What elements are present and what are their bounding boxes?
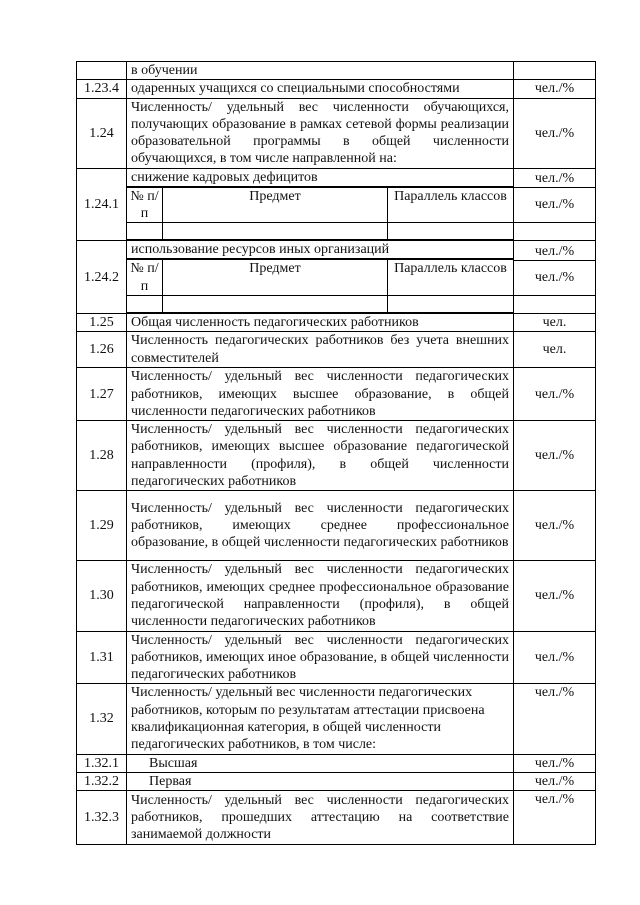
subtable-empty-row	[127, 223, 513, 240]
row-text: Численность/ удельный вес численности обучающихся, получающих образование в рамках сетевой формы реализации образовательной программы в общей численности обучающихся, в том числе направленной на:	[127, 98, 514, 168]
row-number: 1.25	[77, 313, 127, 331]
row-number: 1.26	[77, 332, 127, 368]
row-unit: чел./%	[514, 754, 596, 772]
row-unit-cell	[514, 168, 596, 241]
table-row	[77, 332, 596, 368]
row-text: Высшая	[127, 754, 514, 772]
row-text: одаренных учащихся со специальными способностями	[127, 80, 514, 98]
row-unit	[514, 62, 596, 80]
subtable-empty-row	[127, 295, 513, 312]
row-number: 1.27	[77, 368, 127, 421]
table-row	[77, 791, 596, 845]
subtable-cell-empty	[127, 223, 163, 240]
row-unit: чел./%	[514, 684, 596, 754]
table-row	[77, 98, 596, 168]
row-unit-cell	[514, 241, 596, 314]
subtable	[127, 259, 513, 313]
subtable-caption: использование ресурсов иных организаций	[127, 241, 513, 259]
subtable-col-grade: Параллель классов	[388, 260, 514, 296]
row-number	[77, 62, 127, 80]
table-row	[77, 631, 596, 684]
row-unit: чел./%	[514, 491, 596, 561]
row-number: 1.30	[77, 561, 127, 631]
row-unit: чел./%	[514, 98, 596, 168]
row-text: Численность/ удельный вес численности педагогических работников, прошедших аттестацию на соответствие занимаемой должности	[127, 791, 514, 845]
table-row	[77, 368, 596, 421]
row-unit: чел./%	[514, 561, 596, 631]
table-row	[77, 754, 596, 772]
subtable-cell-empty	[388, 223, 514, 240]
blank-cell	[514, 296, 595, 312]
subtable-col-subject: Предмет	[163, 260, 388, 296]
caption-unit: чел./%	[514, 243, 595, 261]
subtable-col-subject: Предмет	[163, 187, 388, 223]
table-row	[77, 772, 596, 790]
subtable-col-number: № п/п	[127, 187, 163, 223]
table-row	[77, 168, 596, 241]
subtable-cell-empty	[127, 295, 163, 312]
row-number: 1.32.2	[77, 772, 127, 790]
subtable-caption: снижение кадровых дефицитов	[127, 169, 513, 187]
row-unit: чел./%	[514, 772, 596, 790]
subtable-header-row	[127, 187, 513, 223]
subtable	[127, 187, 513, 241]
subtable-cell-empty	[163, 223, 388, 240]
blank-cell	[514, 223, 595, 239]
row-text: Численность педагогических работников без учета внешних совместителей	[127, 332, 514, 368]
row-number: 1.24.2	[77, 241, 127, 314]
row-text: Численность/ удельный вес численности педагогических работников, имеющих среднее профессиональное образование педагогической направленности (профиля), в общей численности педагогических работников	[127, 561, 514, 631]
table-row	[77, 313, 596, 331]
row-number: 1.24	[77, 98, 127, 168]
subtable-col-grade: Параллель классов	[388, 187, 514, 223]
row-text: Общая численность педагогических работников	[127, 313, 514, 331]
subtable-cell-empty	[388, 295, 514, 312]
row-text: Численность/ удельный вес численности педагогических работников, имеющих иное образование, в общей численности педагогических работников	[127, 631, 514, 684]
row-number: 1.29	[77, 491, 127, 561]
row-text: в обучении	[127, 62, 514, 80]
row-text: Численность/ удельный вес численности педагогических работников, имеющих высшее образование, в общей численности педагогических работников	[127, 368, 514, 421]
row-number: 1.23.4	[77, 80, 127, 98]
subtable-col-number: № п/п	[127, 260, 163, 296]
table-row	[77, 241, 596, 314]
indicators-table	[76, 61, 596, 845]
row-text: Первая	[127, 772, 514, 790]
subtable-header-row	[127, 260, 513, 296]
row-unit: чел./%	[514, 80, 596, 98]
table-row	[77, 491, 596, 561]
row-number: 1.32.3	[77, 791, 127, 845]
row-unit: чел./%	[514, 188, 595, 223]
table-row	[77, 561, 596, 631]
row-unit: чел.	[514, 332, 596, 368]
row-unit: чел./%	[514, 791, 596, 845]
table-row	[77, 421, 596, 491]
row-text: Численность/ удельный вес численности педагогических работников, имеющих среднее профессиональное образование, в общей численности педагогических работников	[127, 491, 514, 561]
row-number: 1.32	[77, 684, 127, 754]
subtable-cell	[127, 241, 514, 314]
caption-unit: чел./%	[514, 170, 595, 188]
row-unit: чел./%	[514, 261, 595, 296]
row-unit: чел.	[514, 313, 596, 331]
row-number: 1.32.1	[77, 754, 127, 772]
row-text: Численность/ удельный вес численности педагогических работников, имеющих высшее образование педагогической направленности (профиля), в общей численности педагогических работников	[127, 421, 514, 491]
table-row	[77, 80, 596, 98]
row-number: 1.28	[77, 421, 127, 491]
row-unit: чел./%	[514, 631, 596, 684]
table-row	[77, 684, 596, 754]
subtable-cell	[127, 168, 514, 241]
table-row	[77, 62, 596, 80]
row-unit: чел./%	[514, 421, 596, 491]
row-unit: чел./%	[514, 368, 596, 421]
row-text: Численность/ удельный вес численности педагогических работников, которым по результатам аттестации присвоена квалификационная категория, в общей численности педагогических работников, в том числе:	[127, 684, 514, 754]
row-number: 1.24.1	[77, 168, 127, 241]
row-number: 1.31	[77, 631, 127, 684]
subtable-cell-empty	[163, 295, 388, 312]
